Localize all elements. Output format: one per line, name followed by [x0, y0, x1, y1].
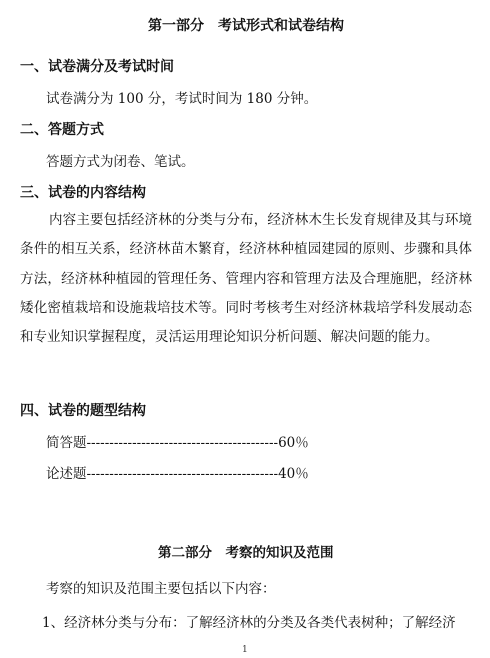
question-type-essay: 论述题------------------------------------------40％ — [46, 466, 309, 482]
part1-title: 第一部分 考试形式和试卷结构 — [148, 18, 344, 34]
section-heading-exam-time: 一、试卷满分及考试时间 — [20, 59, 174, 75]
section-text-exam-time: 试卷满分为 100 分，考试时间为 180 分钟。 — [46, 91, 318, 107]
section-heading-content-structure: 三、试卷的内容结构 — [20, 185, 146, 201]
section-heading-answer-mode: 二、答题方式 — [20, 122, 104, 138]
part2-item-1: 1、经济林分类与分布：了解经济林的分类及各类代表树种；了解经济 — [42, 615, 456, 631]
part2-intro: 考察的知识及范围主要包括以下内容： — [46, 581, 276, 597]
section-text-answer-mode: 答题方式为闭卷、笔试。 — [46, 154, 195, 170]
part2-title: 第二部分 考察的知识及范围 — [158, 545, 334, 561]
page-number: 1 — [242, 645, 248, 655]
question-type-short-answer: 简答题------------------------------------------60％ — [46, 435, 309, 451]
section-heading-question-types: 四、试卷的题型结构 — [20, 403, 146, 419]
section-text-content-structure: 内容主要包括经济林的分类与分布，经济林木生长发育规律及其与环境条件的相互关系，经济林苗木繁育，经济林种植园建园的原则、步骤和具体方法，经济林种植园的管理任务、管理内容和管理方法及合理施肥，经济林矮化密植栽培和设施栽培技术等。同时考核考生对经济林栽培学科发展动态和专业知识掌握程度，灵活运用理论知识分析问题、解决问题的能力。 — [20, 212, 472, 346]
